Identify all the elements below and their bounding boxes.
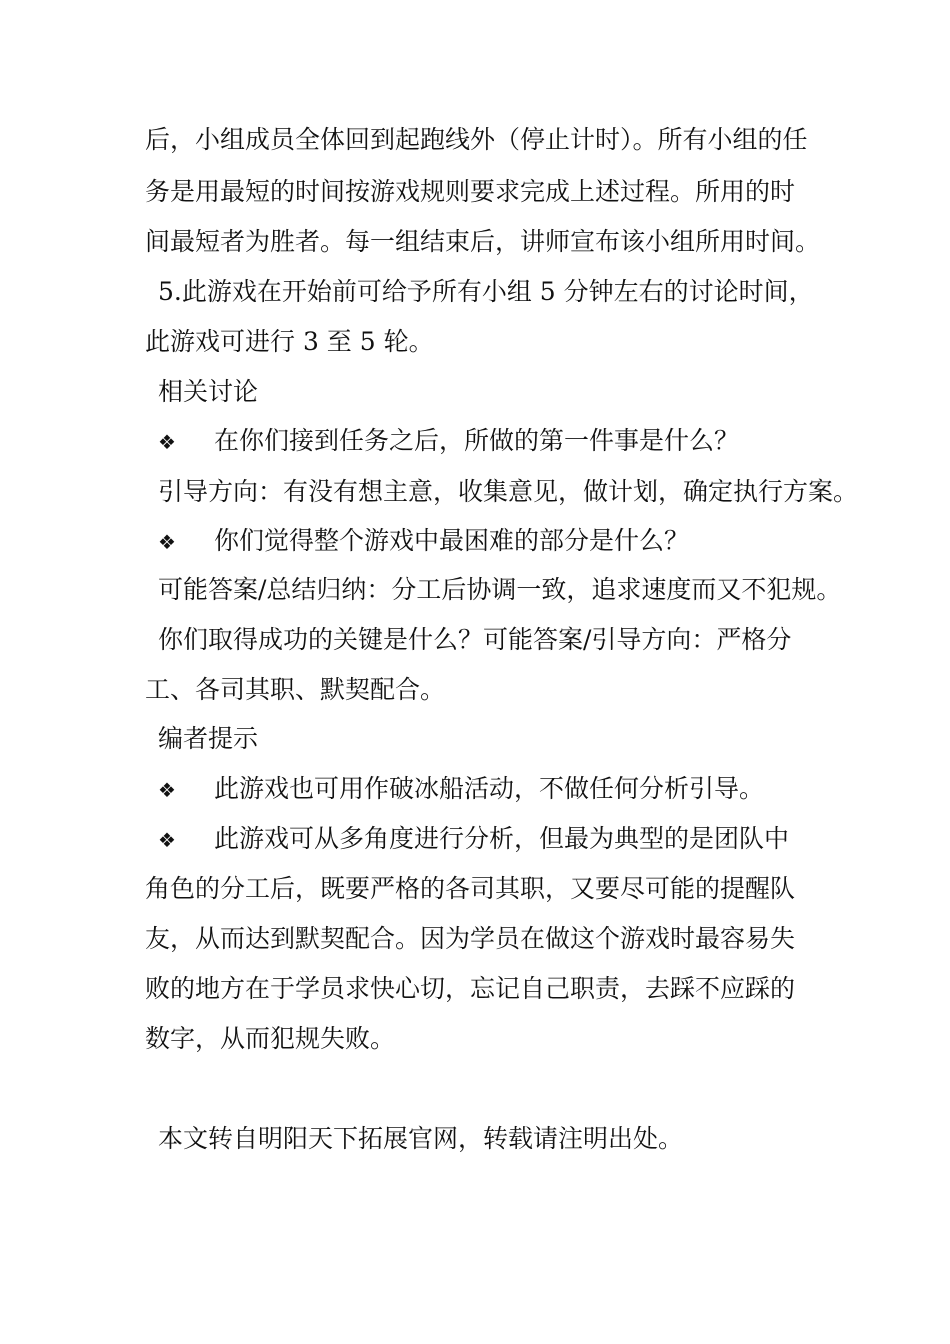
note-text: 此游戏也可用作破冰船活动，不做任何分析引导。: [214, 774, 765, 803]
note-text: 此游戏可从多角度进行分析，但最为典型的是团队中: [214, 824, 790, 853]
paragraph-line: 工、各司其职、默契配合。: [145, 675, 446, 704]
bullet-icon: ❖: [158, 530, 176, 554]
discussion-question: [158, 525, 848, 558]
bullet-icon: ❖: [158, 828, 176, 852]
paragraph-line: 数字，从而犯规失败。: [145, 1024, 396, 1053]
question-text: 你们觉得整个游戏中最困难的部分是什么？: [214, 526, 690, 555]
paragraph-line: 角色的分工后，既要严格的各司其职，又要尽可能的提醒队: [145, 874, 796, 903]
answer-line: 可能答案/总结归纳：分工后协调一致，追求速度而又不犯规。: [158, 575, 842, 604]
source-note: 本文转自明阳天下拓展官网，转载请注明出处。: [158, 1124, 684, 1153]
paragraph-line: 间最短者为胜者。每一组结束后，讲师宣布该小组所用时间。: [145, 227, 821, 256]
editor-note: [158, 773, 848, 806]
question-text: 在你们接到任务之后，所做的第一件事是什么？: [214, 426, 740, 455]
discussion-question: [158, 425, 848, 458]
section-heading-discussion: 相关讨论: [158, 377, 259, 406]
bullet-icon: ❖: [158, 430, 176, 454]
section-heading-editor-notes: 编者提示: [158, 724, 259, 753]
paragraph-line: 此游戏可进行 3 至 5 轮。: [145, 327, 434, 356]
paragraph-line: 你们取得成功的关键是什么？可能答案/引导方向：严格分: [158, 625, 792, 654]
paragraph-line: 败的地方在于学员求快心切，忘记自己职责，去踩不应踩的: [145, 974, 796, 1003]
paragraph-line: 5.此游戏在开始前可给予所有小组 5 分钟左右的讨论时间，: [158, 277, 814, 306]
guidance-line: 引导方向：有没有想主意，收集意见，做计划，确定执行方案。: [158, 477, 859, 506]
editor-note: [158, 823, 848, 856]
paragraph-line: 后，小组成员全体回到起跑线外（停止计时）。所有小组的任: [145, 125, 808, 154]
paragraph-line: 友，从而达到默契配合。因为学员在做这个游戏时最容易失: [145, 924, 796, 953]
paragraph-line: 务是用最短的时间按游戏规则要求完成上述过程。所用的时: [145, 177, 796, 206]
bullet-icon: ❖: [158, 778, 176, 802]
